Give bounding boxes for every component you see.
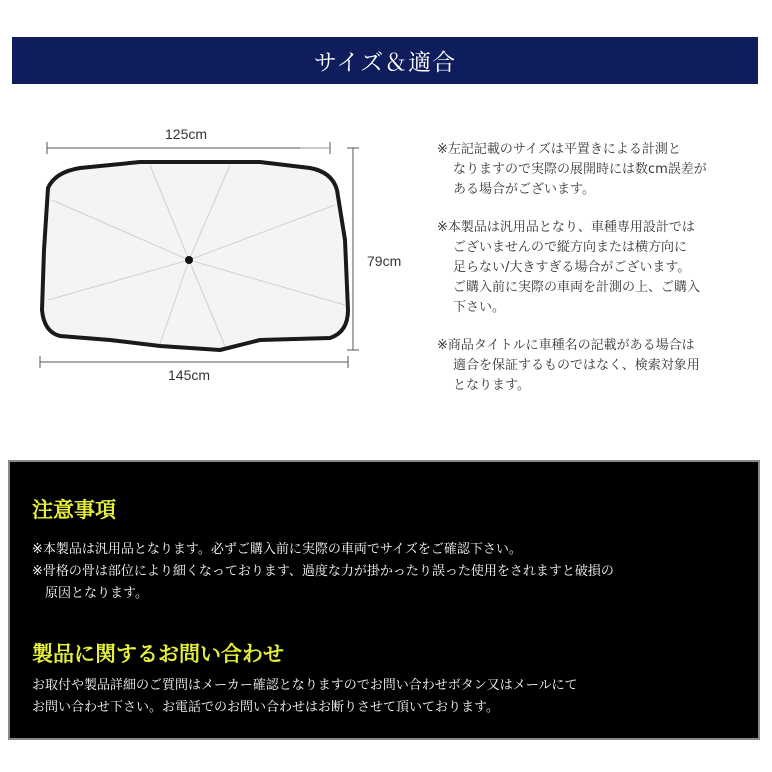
section-title: サイズ＆適合 (313, 50, 457, 76)
height-label: 79cm (367, 253, 402, 269)
bottom-width-label: 145cm (168, 367, 211, 383)
inquiry-line: お問い合わせ下さい。お電話でのお問い合わせはお断りさせて頂いております。 (32, 700, 499, 715)
inquiry-line: お取付や製品詳細のご質問はメーカー確認となりますのでお問い合わせボタン又はメールにて (32, 678, 578, 693)
shade-center-hub (185, 256, 193, 264)
size-notes (437, 140, 767, 414)
size-diagram (0, 110, 420, 410)
caution-title: 注意事項 (32, 498, 116, 522)
caution-line: ※本製品は汎用品となります。必ずご購入前に実際の車両でサイズをご確認下さい。 (32, 542, 522, 557)
shade-outline (42, 162, 348, 350)
note-item: ※商品タイトルに車種名の記載がある場合は 適合を保証するものではなく、検索対象用 となります。 (437, 338, 700, 393)
section-header (12, 37, 758, 84)
inquiry-title: 製品に関するお問い合わせ (32, 642, 284, 666)
umbrella-shade-illustration (0, 110, 420, 410)
note-item: ※本製品は汎用品となり、車種専用設計では ございませんので縦方向または横方向に 足らない/大きすぎる場合がございます。 ご購入前に実際の車両を計測の上、ご購入 下さい。 (437, 220, 701, 315)
caution-line: ※骨格の骨は部位により細くなっております、過度な力が掛かったり誤った使用をされますと破損の (32, 564, 614, 579)
note-item: ※左記記載のサイズは平置きによる計測と なりますので実際の展開時には数cm誤差が ある場合がございます。 (437, 142, 707, 197)
caution-line: 原因となります。 (32, 586, 148, 601)
top-width-label: 125cm (165, 126, 208, 142)
notice-panel (8, 460, 760, 740)
